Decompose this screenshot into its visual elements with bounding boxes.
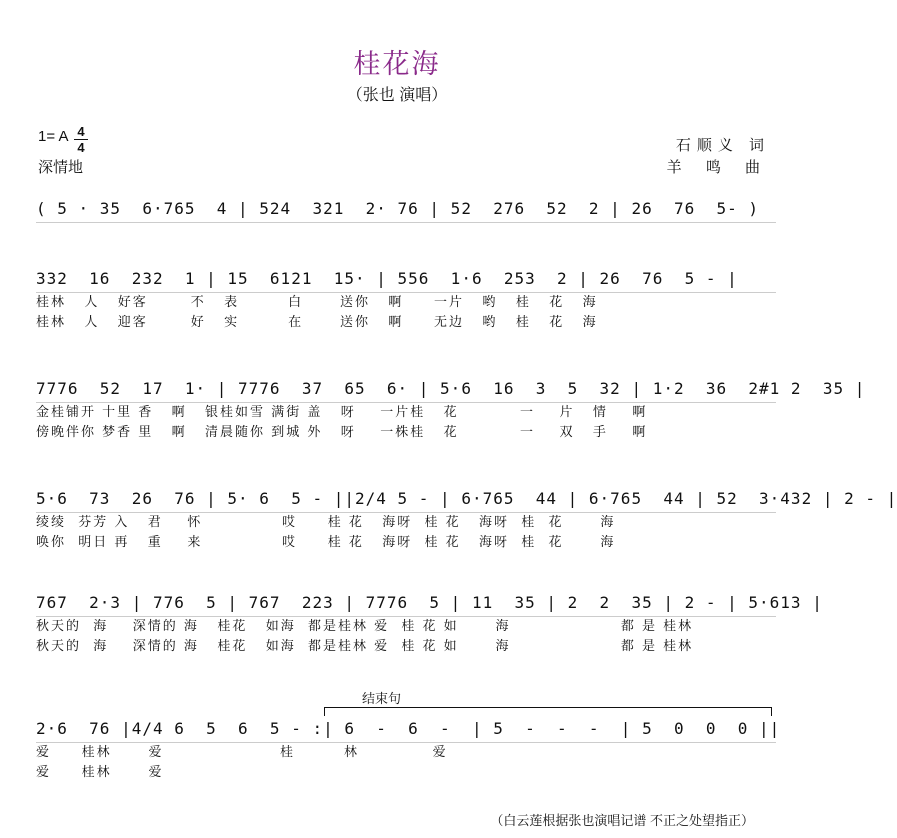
notation-line: ( 5 · 35 6·765 4 | 524 321 2· 76 | 52 276 52 2 | 26 76 5- ) bbox=[36, 196, 776, 223]
key-signature: 1= A bbox=[38, 128, 69, 145]
ending-bracket bbox=[324, 707, 772, 716]
performer-subtitle: （张也 演唱） bbox=[346, 87, 448, 104]
composer-credit: 羊 鸣 曲 bbox=[666, 159, 770, 176]
notation-line: 767 2·3 | 776 5 | 767 223 | 7776 5 | 11 35 | 2 2 35 | 2 - | 5·613 | bbox=[36, 590, 776, 617]
time-signature-bottom: 4 bbox=[77, 140, 85, 155]
score-row-6 bbox=[36, 716, 781, 783]
lyric-verse-1: 桂林 人 好客 不 表 白 送你 啊 一片 哟 桂 花 海 bbox=[36, 295, 598, 310]
score-row-1 bbox=[36, 196, 776, 223]
time-signature bbox=[74, 125, 88, 154]
lyric-verse-1: 金桂铺开 十里 香 啊 银桂如雪 满街 盖 呀 一片桂 花 一 片 情 啊 bbox=[36, 405, 648, 420]
notation-line: 2·6 76 |4/4 6 5 6 5 - :| 6 - 6 - | 5 - - - | 5 0 0 0 || bbox=[36, 716, 776, 743]
score-row-3 bbox=[36, 376, 866, 443]
notation-line: 5·6 73 26 76 | 5· 6 5 - ||2/4 5 - | 6·765 44 | 6·765 44 | 52 3·432 | 2 - | bbox=[36, 486, 776, 513]
lyric-verse-2: 唤你 明日 再 重 来 哎 桂 花 海呀 桂 花 海呀 桂 花 海 bbox=[36, 535, 616, 550]
score-row-5 bbox=[36, 590, 823, 657]
lyricist-credit: 石顺义 词 bbox=[675, 137, 770, 154]
lyric-verse-1: 爱 桂林 爱 桂 林 爱 bbox=[36, 745, 448, 760]
time-signature-top: 4 bbox=[77, 124, 85, 139]
score-row-4 bbox=[36, 486, 897, 553]
notation-line: 7776 52 17 1· | 7776 37 65 6· | 5·6 16 3 5 32 | 1·2 36 2#1 2 35 | bbox=[36, 376, 776, 403]
notation-line: 332 16 232 1 | 15 6121 15· | 556 1·6 253 2 | 26 76 5 - | bbox=[36, 266, 776, 293]
lyric-verse-2: 秋天的 海 深情的 海 桂花 如海 都是桂林 爱 桂 花 如 海 都 是 桂林 bbox=[36, 639, 694, 654]
song-title: 桂花海 bbox=[353, 49, 441, 80]
tempo-mood: 深情地 bbox=[38, 159, 84, 176]
lyric-verse-2: 桂林 人 迎客 好 实 在 送你 啊 无边 哟 桂 花 海 bbox=[36, 315, 598, 330]
lyric-verse-1: 绫绫 芬芳 入 君 怀 哎 桂 花 海呀 桂 花 海呀 桂 花 海 bbox=[36, 515, 616, 530]
transcriber-note: （白云莲根据张也演唱记谱 不正之处望指正） bbox=[490, 813, 754, 828]
score-row-2 bbox=[36, 266, 776, 333]
lyric-verse-2: 爱 桂林 爱 bbox=[36, 765, 164, 780]
lyric-verse-2: 傍晚伴你 梦香 里 啊 清晨随你 到城 外 呀 一株桂 花 一 双 手 啊 bbox=[36, 425, 648, 440]
lyric-verse-1: 秋天的 海 深情的 海 桂花 如海 都是桂林 爱 桂 花 如 海 都 是 桂林 bbox=[36, 619, 694, 634]
ending-label: 结束句 bbox=[362, 691, 402, 706]
